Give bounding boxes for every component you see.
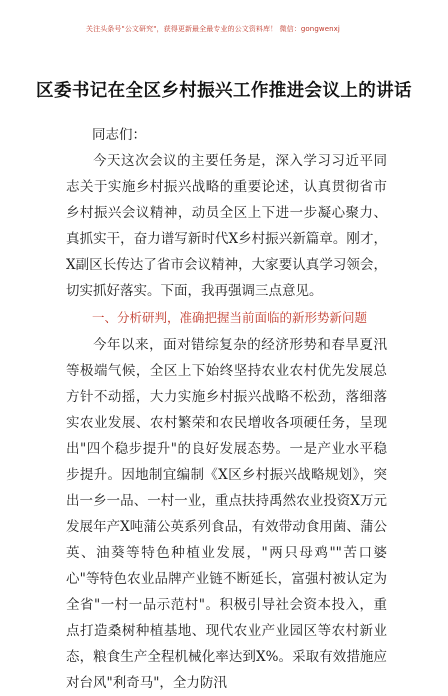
header-banner[interactable]: 关注头条号"公文研究"，获得更新最全最专业的公文资料库！ 微信：gongwenxj [86,25,340,33]
document-title: 区委书记在全区乡村振兴工作推进会议上的讲话 [36,81,412,101]
salutation: 同志们： [92,127,146,143]
paragraph-situation: 今年以来，面对错综复杂的经济形势和春旱夏汛等极端气候，全区上下始终坚持农业农村优先发展总方针不动摇，大力实施乡村振兴战略不松劲，落细落实农业发展、农村繁荣和农民增收各项硬任务，呈现出"四个稳步提升"的良好发展态势。一是产业水平稳步提升。因地制宜编制《X区乡村振兴战略规划》，突出一乡一品、一村一业，重点扶持禹然农业投资X万元发展年产X吨蒲公英系列食品，有效带动食用菌、蒲公英、油葵等特色种植业发展，"两只母鸡""苦口婆心"等特色农业品牌产业链不断延长，富强村被认定为全省"一村一品示范村"。积极引导社会资本投入，重点打造桑树种植基地、现代农业产业园区等农村新业态，粮食生产全程机械化率达到X%。采取有效措施应对台风"利奇马"，全力防汛 [66,337,387,691]
body-text-block-2 [66,332,387,696]
section-heading-1: 一、分析研判，准确把握当前面临的新形势新问题 [92,310,368,325]
body-text-block-1 [66,148,387,304]
paragraph-opening: 今天这次会议的主要任务是，深入学习习近平同志关于实施乡村振兴战略的重要论述，认真贯彻省市乡村振兴会议精神，动员全区上下进一步凝心聚力、真抓实干，奋力谱写新时代X乡村振兴新篇章。刚才，X副区长传达了省市会议精神，大家要认真学习领会，切实抓好落实。下面，我再强调三点意见。 [66,153,387,299]
